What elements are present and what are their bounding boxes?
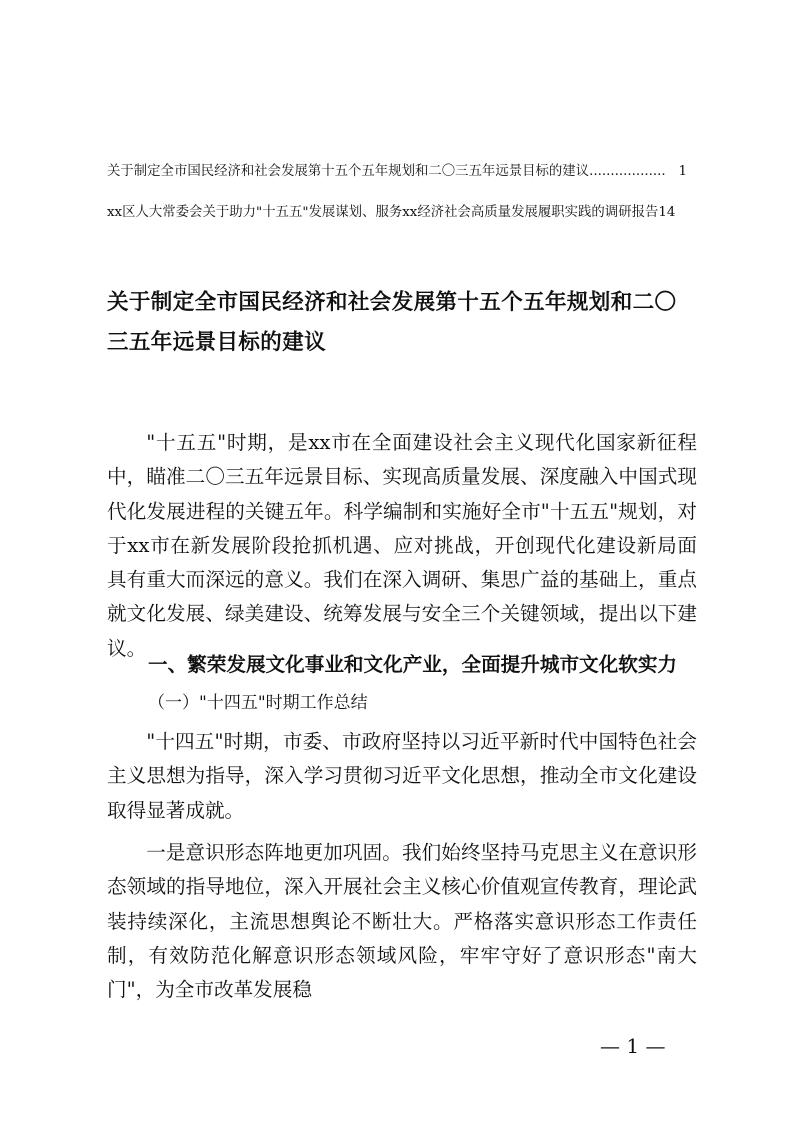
intro-paragraph: "十五五"时期，是xx市在全面建设社会主义现代化国家新征程中，瞄准二〇三五年远景目标、实现高质量发展、深度融入中国式现代化发展进程的关键五年。科学编制和实施好全市"十五五"规划，对于xx市在新发展阶段抢抓机遇、应对挑战，开创现代化建设新局面具有重大而深远的意义。我们在深入调研、集思广益的基础上，重点就文化发展、绿美建设、统筹发展与安全三个关键领域，提出以下建议。 — [107, 431, 697, 660]
subsection-heading: （一）"十四五"时期工作总结 — [148, 693, 368, 713]
section-heading: 一、繁荣发展文化事业和文化产业，全面提升城市文化软实力 — [148, 653, 678, 676]
toc-entry-page: 14 — [658, 205, 676, 220]
body-paragraph: "十四五"时期，市委、市政府坚持以习近平新时代中国特色社会主义思想为指导，深入学习贯彻习近平文化思想，推动全市文化建设取得显著成就。 — [107, 730, 697, 822]
toc-entry-title: 关于制定全市国民经济和社会发展第十五个五年规划和二〇三五年远景目标的建议 — [107, 164, 590, 179]
toc-entry-page: 1 — [678, 164, 687, 179]
toc-entry[interactable] — [107, 163, 687, 181]
toc-entry-title: xx区人大常委会关于助力"十五五"发展谋划、服务xx经济社会高质量发展履职实践的调研报告 — [107, 205, 659, 220]
document-title: 关于制定全市国民经济和社会发展第十五个五年规划和二〇三五年远景目标的建议 — [107, 290, 677, 355]
body-paragraph: 一是意识形态阵地更加巩固。我们始终坚持马克思主义在意识形态领域的指导地位，深入开展社会主义核心价值观宣传教育，理论武装持续深化，主流思想舆论不断壮大。严格落实意识形态工作责任制，有效防范化解意识形态领域风险，牢牢守好了意识形态"南大门"，为全市改革发展稳 — [107, 841, 697, 1002]
toc-entry[interactable] — [107, 204, 687, 222]
toc-leader-dots: .................. — [589, 164, 666, 179]
page-number: — 1 — — [600, 1034, 666, 1058]
